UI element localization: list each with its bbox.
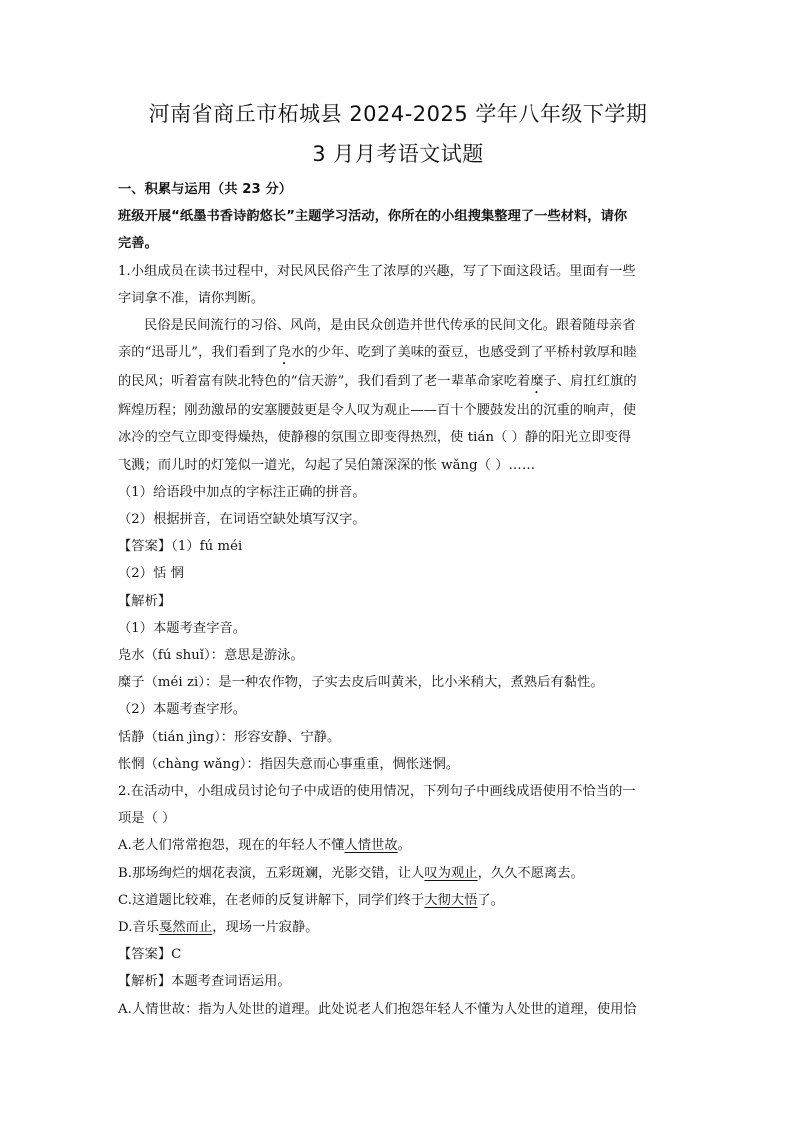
passage-text: 亲的“迅哥儿”，我们看到了 (118, 345, 278, 361)
passage-line5: 冰冷的空气立即变得燥热，使静穆的氛围立即变得热烈，使 tián（ ）静的阳光立即变得 (118, 430, 632, 446)
q1-analysis-line: （1）本题考查字音。 (118, 620, 247, 636)
q2-answer: 【答案】C (118, 947, 182, 963)
option-text: B.那场绚烂的烟花表演，五彩斑斓，光影交错，让人 (118, 865, 425, 881)
q2-stem-line2: 项是（ ） (118, 811, 176, 827)
q2-option-c (118, 887, 678, 914)
q1-analysis-line: 怅惘（chàng wǎng）：指因失意而心事重重，惆怅迷惘。 (118, 756, 460, 772)
q2-option-d (118, 914, 678, 941)
underlined-idiom: 人情世故 (344, 838, 398, 854)
option-text: D.音乐 (118, 920, 160, 936)
underlined-idiom: 大彻大悟 (424, 892, 478, 908)
q1-analysis-line: 糜子（méi zi）：是一种农作物，子实去皮后叫黄米，比小米稍大，煮熟后有黏性。 (118, 675, 604, 691)
option-text: C.这道题比较难，在老师的反复讲解下，同学们终于 (118, 892, 425, 908)
passage-text: 子、肩扛红旗的 (543, 374, 637, 390)
q1-sub2: （2）根据拼音，在词语空缺处填写汉字。 (118, 512, 366, 528)
document-title-line1: 河南省商丘市柘城县 2024-2025 学年八年级下学期 (148, 102, 648, 126)
q1-analysis-line: 恬静（tián jìng）：形容安静、宁静。 (118, 729, 341, 745)
q1-analysis-line: 凫水（fú shuǐ）：意思是游泳。 (118, 648, 304, 664)
q2-analysis: 【解析】本题考查词语运用。 (118, 974, 291, 990)
q2-option-b (118, 860, 678, 887)
dotted-char: 糜 (530, 374, 544, 390)
passage-line4: 辉煌历程；刚劲激昂的安塞腰鼓更是令人叹为观止——百十个腰鼓发出的沉重的响声，使 (118, 403, 637, 419)
option-text: A.老人们常常抱怨，现在的年轻人不懂 (118, 838, 345, 854)
passage-text: 水的少年、吃到了美味的蚕豆，也感受到了平桥村敦厚和睦 (291, 345, 637, 361)
underlined-idiom: 戛然而止 (159, 920, 213, 936)
q1-stem-line1: 1.小组成员在读书过程中，对民风民俗产生了浓厚的兴趣，写了下面这段话。里面有一些 (118, 263, 636, 279)
q2-stem-line1: 2.在活动中，小组成员讨论句子中成语的使用情况，下列句子中画线成语使用不恰当的一 (118, 784, 636, 800)
document-page (118, 94, 678, 1023)
option-text: 。 (397, 838, 411, 854)
q2-option-a (118, 832, 678, 859)
q1-analysis-line: （2）本题考查字形。 (118, 702, 247, 718)
q1-sub1: （1）给语段中加点的字标注正确的拼音。 (118, 484, 366, 500)
intro-line-2: 完善。 (118, 236, 158, 252)
passage-line1: 民俗是民间流行的习俗、风尚，是由民众创造并世代传承的民间文化。跟着随母亲省 (144, 318, 636, 334)
option-text: ，现场一片寂静。 (212, 920, 319, 936)
passage-line2 (118, 339, 678, 368)
q2-analysis-line: A.人情世故：指为人处世的道理。此处说老人们抱怨年轻人不懂为人处世的道理，使用恰 (118, 1001, 637, 1017)
document-title-line2: 3 月月考语文试题 (312, 142, 484, 166)
option-text: ，久久不愿离去。 (477, 865, 584, 881)
q1-answer-1: 【答案】（1）fú méi (118, 539, 243, 555)
intro-line-1: 班级开展“纸墨书香诗韵悠长”主题学习活动，你所在的小组搜集整理了一些材料，请你 (118, 209, 628, 225)
passage-text: 的民风；听着富有陕北特色的“信天游”，我们看到了老一辈革命家吃着 (118, 374, 531, 390)
section-heading: 一、积累与运用（共 23 分） (118, 182, 293, 197)
q1-analysis-label: 【解析】 (118, 593, 172, 609)
passage-line3 (118, 368, 678, 397)
option-text: 了。 (477, 892, 505, 908)
passage-line6: 飞溅；而儿时的灯笼似一道光，勾起了吴伯箫深深的怅 wǎng（ ）…… (118, 457, 536, 473)
q1-answer-2: （2）恬 惘 (118, 566, 184, 582)
underlined-idiom: 叹为观止 (424, 865, 478, 881)
q1-stem-line2: 字词拿不准，请你判断。 (118, 290, 265, 306)
dotted-char: 凫 (277, 345, 292, 361)
